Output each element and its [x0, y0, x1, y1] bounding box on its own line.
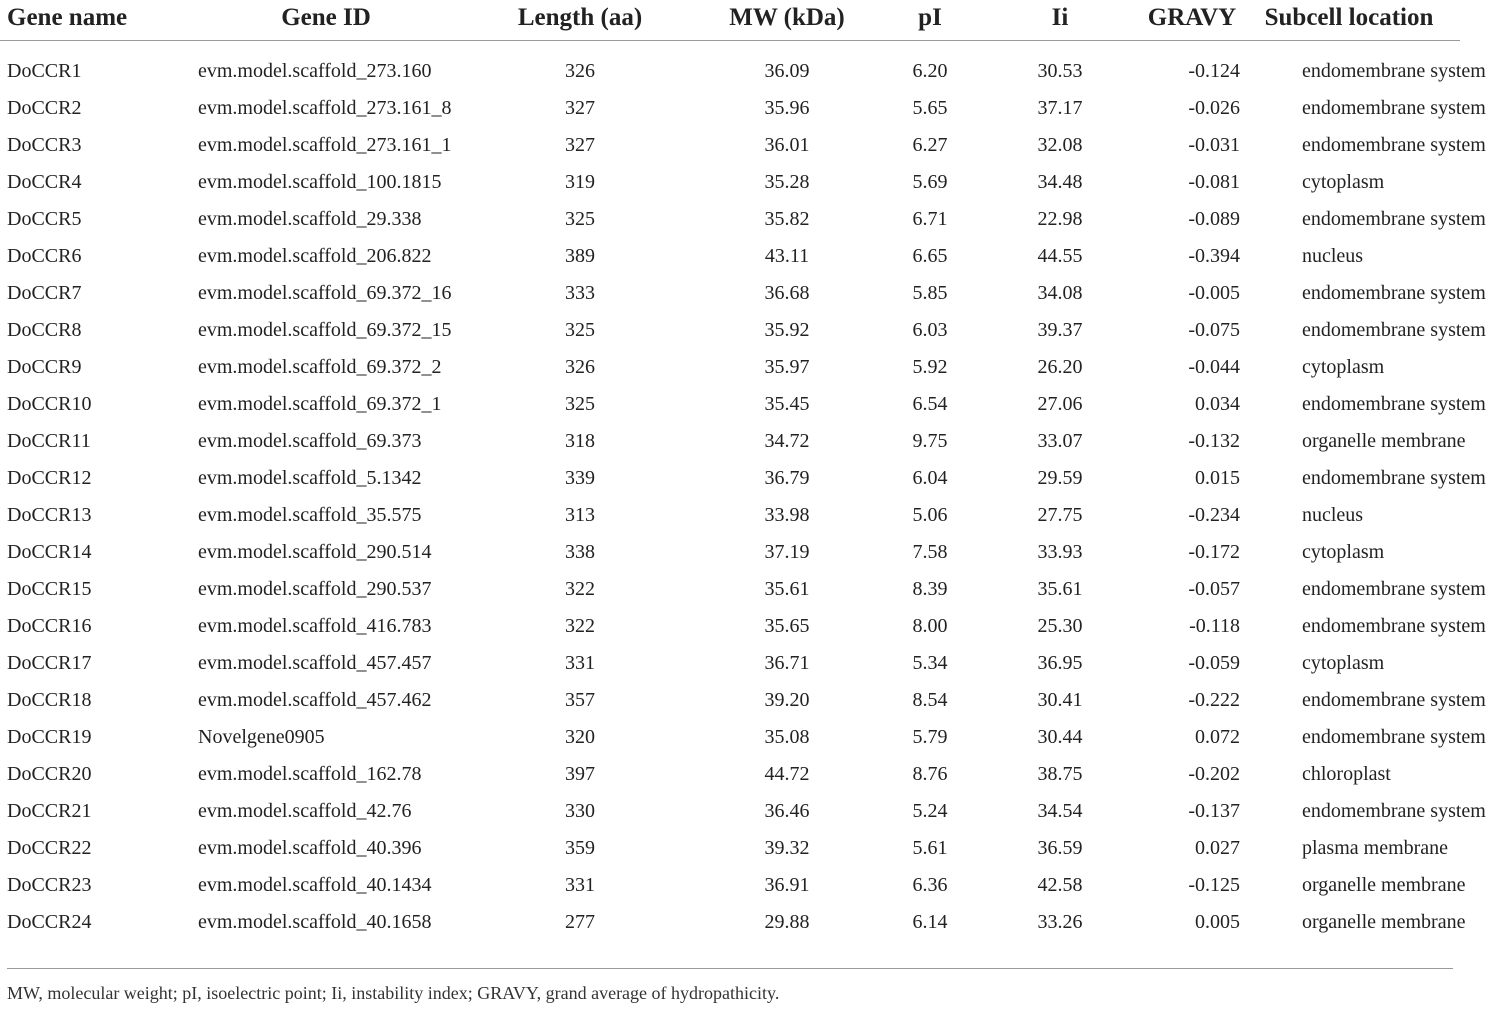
- cell-pi: 5.24: [912, 800, 948, 822]
- cell-gene-name: DoCCR10: [7, 393, 92, 415]
- cell-gravy: -0.125: [1188, 874, 1240, 896]
- table-row: [0, 497, 1460, 534]
- cell-gene-name: DoCCR21: [7, 800, 92, 822]
- cell-subcell-location: chloroplast: [1302, 763, 1391, 785]
- cell-pi: 6.14: [912, 911, 948, 933]
- cell-gene-name: DoCCR16: [7, 615, 92, 637]
- cell-ii: 34.08: [1037, 282, 1083, 304]
- cell-pi: 8.39: [912, 578, 948, 600]
- cell-gene-id: evm.model.scaffold_290.514: [198, 541, 432, 563]
- cell-ii: 30.44: [1037, 726, 1083, 748]
- cell-gene-name: DoCCR24: [7, 911, 92, 933]
- cell-gravy: -0.044: [1188, 356, 1240, 378]
- cell-subcell-location: plasma membrane: [1302, 837, 1449, 859]
- cell-subcell-location: endomembrane system: [1302, 726, 1486, 748]
- cell-subcell-location: cytoplasm: [1302, 652, 1385, 674]
- cell-subcell-location: endomembrane system: [1302, 282, 1486, 304]
- cell-gravy: -0.118: [1189, 615, 1240, 637]
- table-row: [0, 793, 1460, 830]
- cell-gene-id: evm.model.scaffold_273.161_1: [198, 134, 452, 156]
- table-row: [0, 534, 1460, 571]
- cell-length: 331: [565, 652, 595, 674]
- cell-gene-id: evm.model.scaffold_69.372_16: [198, 282, 452, 304]
- cell-ii: 33.26: [1037, 911, 1083, 933]
- cell-pi: 5.79: [912, 726, 948, 748]
- cell-length: 327: [565, 97, 595, 119]
- cell-ii: 35.61: [1037, 578, 1083, 600]
- cell-length: 322: [565, 578, 595, 600]
- cell-pi: 6.71: [912, 208, 948, 230]
- cell-pi: 5.85: [912, 282, 948, 304]
- cell-ii: 22.98: [1037, 208, 1083, 230]
- cell-ii: 30.41: [1037, 689, 1083, 711]
- cell-gene-id: evm.model.scaffold_42.76: [198, 800, 412, 822]
- cell-subcell-location: organelle membrane: [1302, 911, 1466, 933]
- cell-gene-id: evm.model.scaffold_457.462: [198, 689, 432, 711]
- cell-mw: 35.65: [764, 615, 810, 637]
- cell-subcell-location: endomembrane system: [1302, 134, 1486, 156]
- header-length: Length (aa): [462, 0, 698, 41]
- cell-length: 313: [565, 504, 595, 526]
- table-row: [0, 349, 1460, 386]
- cell-gravy: -0.059: [1188, 652, 1240, 674]
- cell-mw: 36.01: [764, 134, 810, 156]
- table-footnote: MW, molecular weight; pI, isoelectric point; Ii, instability index; GRAVY, grand average of hydropathicity.: [7, 983, 780, 1003]
- cell-subcell-location: endomembrane system: [1302, 208, 1486, 230]
- table-row: [0, 719, 1460, 756]
- table-row: [0, 238, 1460, 275]
- table-row: [0, 90, 1460, 127]
- cell-gene-name: DoCCR2: [7, 97, 82, 119]
- cell-pi: 5.06: [912, 504, 948, 526]
- table-row: [0, 41, 1460, 91]
- cell-gene-id: evm.model.scaffold_290.537: [198, 578, 432, 600]
- cell-pi: 6.65: [912, 245, 948, 267]
- cell-gravy: -0.234: [1188, 504, 1240, 526]
- cell-ii: 27.06: [1037, 393, 1083, 415]
- cell-mw: 35.96: [764, 97, 810, 119]
- cell-ii: 34.54: [1037, 800, 1083, 822]
- cell-pi: 5.65: [912, 97, 948, 119]
- cell-subcell-location: endomembrane system: [1302, 393, 1486, 415]
- cell-gravy: -0.132: [1188, 430, 1240, 452]
- cell-mw: 36.68: [764, 282, 810, 304]
- cell-ii: 27.75: [1037, 504, 1083, 526]
- header-subcell-location: Subcell location: [1248, 0, 1460, 41]
- cell-gravy: -0.081: [1188, 171, 1240, 193]
- cell-length: 357: [565, 689, 595, 711]
- cell-gene-id: evm.model.scaffold_273.161_8: [198, 97, 452, 119]
- cell-gene-name: DoCCR18: [7, 689, 92, 711]
- cell-subcell-location: organelle membrane: [1302, 874, 1466, 896]
- cell-pi: 7.58: [912, 541, 948, 563]
- cell-gene-id: evm.model.scaffold_29.338: [198, 208, 422, 230]
- cell-gene-name: DoCCR12: [7, 467, 92, 489]
- cell-gene-id: evm.model.scaffold_69.372_15: [198, 319, 452, 341]
- cell-ii: 32.08: [1037, 134, 1083, 156]
- cell-length: 326: [565, 356, 595, 378]
- cell-pi: 6.03: [912, 319, 948, 341]
- cell-pi: 8.00: [912, 615, 948, 637]
- cell-ii: 25.30: [1037, 615, 1083, 637]
- cell-gravy: -0.031: [1188, 134, 1240, 156]
- cell-subcell-location: endomembrane system: [1302, 578, 1486, 600]
- table-row: [0, 423, 1460, 460]
- cell-mw: 43.11: [764, 245, 810, 267]
- cell-gravy: 0.072: [1195, 726, 1240, 748]
- cell-gravy: -0.394: [1188, 245, 1240, 267]
- cell-gravy: -0.202: [1188, 763, 1240, 785]
- cell-gene-id: evm.model.scaffold_40.396: [198, 837, 422, 859]
- cell-subcell-location: organelle membrane: [1302, 430, 1466, 452]
- cell-subcell-location: endomembrane system: [1302, 800, 1486, 822]
- cell-length: 326: [565, 60, 595, 82]
- cell-gene-name: DoCCR23: [7, 874, 92, 896]
- cell-gene-name: DoCCR19: [7, 726, 92, 748]
- cell-length: 397: [565, 763, 595, 785]
- cell-subcell-location: endomembrane system: [1302, 689, 1486, 711]
- cell-mw: 33.98: [764, 504, 810, 526]
- cell-ii: 36.59: [1037, 837, 1083, 859]
- cell-gene-id: evm.model.scaffold_40.1658: [198, 911, 432, 933]
- cell-subcell-location: endomembrane system: [1302, 615, 1486, 637]
- cell-pi: 6.20: [912, 60, 948, 82]
- cell-ii: 38.75: [1037, 763, 1083, 785]
- table-body: [0, 41, 1486, 942]
- cell-gene-name: DoCCR6: [7, 245, 82, 267]
- cell-gravy: -0.005: [1188, 282, 1240, 304]
- cell-length: 389: [565, 245, 595, 267]
- cell-subcell-location: cytoplasm: [1302, 541, 1385, 563]
- cell-gene-id: evm.model.scaffold_40.1434: [198, 874, 432, 896]
- cell-gene-name: DoCCR1: [7, 60, 82, 82]
- cell-gene-name: DoCCR8: [7, 319, 82, 341]
- cell-subcell-location: endomembrane system: [1302, 467, 1486, 489]
- cell-length: 277: [565, 911, 595, 933]
- cell-mw: 36.91: [764, 874, 810, 896]
- cell-pi: 5.34: [912, 652, 948, 674]
- table-row: [0, 756, 1460, 793]
- header-ii: Ii: [984, 0, 1136, 41]
- cell-length: 330: [565, 800, 595, 822]
- header-pi: pI: [876, 0, 984, 41]
- cell-gene-name: DoCCR13: [7, 504, 92, 526]
- cell-pi: 6.04: [912, 467, 948, 489]
- table-row: [0, 571, 1460, 608]
- cell-ii: 34.48: [1037, 171, 1083, 193]
- cell-gene-id: evm.model.scaffold_69.373: [198, 430, 422, 452]
- table-row: [0, 201, 1460, 238]
- cell-pi: 5.61: [912, 837, 948, 859]
- cell-mw: 36.79: [764, 467, 810, 489]
- cell-length: 338: [565, 541, 595, 563]
- cell-pi: 9.75: [912, 430, 948, 452]
- cell-gravy: -0.089: [1188, 208, 1240, 230]
- cell-mw: 29.88: [764, 911, 810, 933]
- table-row: [0, 608, 1460, 645]
- cell-length: 327: [565, 134, 595, 156]
- cell-subcell-location: cytoplasm: [1302, 171, 1385, 193]
- header-gravy: GRAVY: [1136, 0, 1248, 41]
- cell-mw: 35.08: [764, 726, 810, 748]
- cell-length: 319: [565, 171, 595, 193]
- cell-gene-id: evm.model.scaffold_5.1342: [198, 467, 422, 489]
- cell-gene-name: DoCCR5: [7, 208, 82, 230]
- cell-gene-id: evm.model.scaffold_69.372_2: [198, 356, 442, 378]
- cell-length: 325: [565, 208, 595, 230]
- cell-mw: 35.97: [764, 356, 810, 378]
- cell-length: 333: [565, 282, 595, 304]
- cell-length: 339: [565, 467, 595, 489]
- cell-subcell-location: endomembrane system: [1302, 319, 1486, 341]
- cell-gene-id: evm.model.scaffold_100.1815: [198, 171, 442, 193]
- cell-mw: 35.45: [764, 393, 810, 415]
- cell-length: 359: [565, 837, 595, 859]
- cell-subcell-location: nucleus: [1302, 504, 1364, 526]
- cell-gene-id: evm.model.scaffold_416.783: [198, 615, 432, 637]
- cell-mw: 36.71: [764, 652, 810, 674]
- cell-pi: 5.92: [912, 356, 948, 378]
- header-mw: MW (kDa): [698, 0, 876, 41]
- cell-ii: 30.53: [1037, 60, 1083, 82]
- cell-gravy: -0.124: [1188, 60, 1240, 82]
- cell-pi: 6.54: [912, 393, 948, 415]
- cell-gene-name: DoCCR9: [7, 356, 82, 378]
- header-gene-name: Gene name: [0, 0, 190, 41]
- cell-gene-id: evm.model.scaffold_273.160: [198, 60, 432, 82]
- cell-mw: 44.72: [764, 763, 810, 785]
- cell-mw: 36.46: [764, 800, 810, 822]
- cell-pi: 8.76: [912, 763, 948, 785]
- cell-ii: 44.55: [1037, 245, 1083, 267]
- table-row: [0, 127, 1460, 164]
- cell-subcell-location: cytoplasm: [1302, 356, 1385, 378]
- cell-subcell-location: endomembrane system: [1302, 60, 1486, 82]
- cell-mw: 36.09: [764, 60, 810, 82]
- cell-gravy: -0.222: [1188, 689, 1240, 711]
- cell-gene-name: DoCCR15: [7, 578, 92, 600]
- cell-gene-name: DoCCR11: [7, 430, 91, 452]
- header-row: [0, 0, 1460, 41]
- cell-mw: 39.32: [764, 837, 810, 859]
- cell-length: 322: [565, 615, 595, 637]
- table-row: [0, 682, 1460, 719]
- cell-mw: 35.61: [764, 578, 810, 600]
- cell-mw: 35.82: [764, 208, 810, 230]
- cell-mw: 35.28: [764, 171, 810, 193]
- cell-gene-name: DoCCR22: [7, 837, 92, 859]
- cell-ii: 37.17: [1037, 97, 1083, 119]
- cell-ii: 33.93: [1037, 541, 1083, 563]
- cell-gene-id: evm.model.scaffold_162.78: [198, 763, 422, 785]
- cell-ii: 26.20: [1037, 356, 1083, 378]
- table-row: [0, 904, 1460, 941]
- header-gene-id: Gene ID: [190, 0, 462, 41]
- cell-gene-name: DoCCR4: [7, 171, 82, 193]
- cell-gravy: 0.005: [1195, 911, 1240, 933]
- cell-pi: 8.54: [912, 689, 948, 711]
- cell-ii: 42.58: [1037, 874, 1083, 896]
- table-row: [0, 830, 1460, 867]
- cell-gene-name: DoCCR14: [7, 541, 92, 563]
- cell-length: 320: [565, 726, 595, 748]
- cell-mw: 34.72: [764, 430, 810, 452]
- table-row: [0, 312, 1460, 349]
- cell-gene-name: DoCCR20: [7, 763, 92, 785]
- table-header: [0, 0, 1460, 41]
- table-row: [0, 164, 1460, 201]
- table-row: [0, 460, 1460, 497]
- cell-gene-name: DoCCR7: [7, 282, 82, 304]
- cell-gene-id: evm.model.scaffold_35.575: [198, 504, 422, 526]
- cell-gene-name: DoCCR17: [7, 652, 92, 674]
- table-bottom-rule: [7, 968, 1453, 969]
- cell-length: 331: [565, 874, 595, 896]
- cell-subcell-location: nucleus: [1302, 245, 1364, 267]
- cell-pi: 6.36: [912, 874, 948, 896]
- cell-length: 325: [565, 393, 595, 415]
- cell-ii: 33.07: [1037, 430, 1083, 452]
- cell-gravy: -0.057: [1188, 578, 1240, 600]
- cell-gravy: -0.075: [1188, 319, 1240, 341]
- cell-ii: 36.95: [1037, 652, 1083, 674]
- table-row: [0, 275, 1460, 312]
- table-row: [0, 386, 1460, 423]
- cell-ii: 39.37: [1037, 319, 1083, 341]
- table-row: [0, 645, 1460, 682]
- table-row: [0, 867, 1460, 904]
- cell-gravy: 0.034: [1195, 393, 1240, 415]
- cell-ii: 29.59: [1037, 467, 1083, 489]
- cell-gravy: -0.172: [1188, 541, 1240, 563]
- cell-pi: 6.27: [912, 134, 948, 156]
- cell-gravy: 0.027: [1195, 837, 1240, 859]
- cell-gene-name: DoCCR3: [7, 134, 82, 156]
- cell-gene-id: evm.model.scaffold_69.372_1: [198, 393, 442, 415]
- cell-gravy: 0.015: [1195, 467, 1240, 489]
- cell-mw: 39.20: [764, 689, 810, 711]
- cell-subcell-location: endomembrane system: [1302, 97, 1486, 119]
- cell-mw: 35.92: [764, 319, 810, 341]
- cell-gravy: -0.137: [1188, 800, 1240, 822]
- cell-pi: 5.69: [912, 171, 948, 193]
- cell-mw: 37.19: [764, 541, 810, 563]
- cell-gene-id: Novelgene0905: [198, 726, 325, 748]
- cell-length: 325: [565, 319, 595, 341]
- cell-gravy: -0.026: [1188, 97, 1240, 119]
- cell-gene-id: evm.model.scaffold_457.457: [198, 652, 432, 674]
- cell-length: 318: [565, 430, 595, 452]
- cell-gene-id: evm.model.scaffold_206.822: [198, 245, 432, 267]
